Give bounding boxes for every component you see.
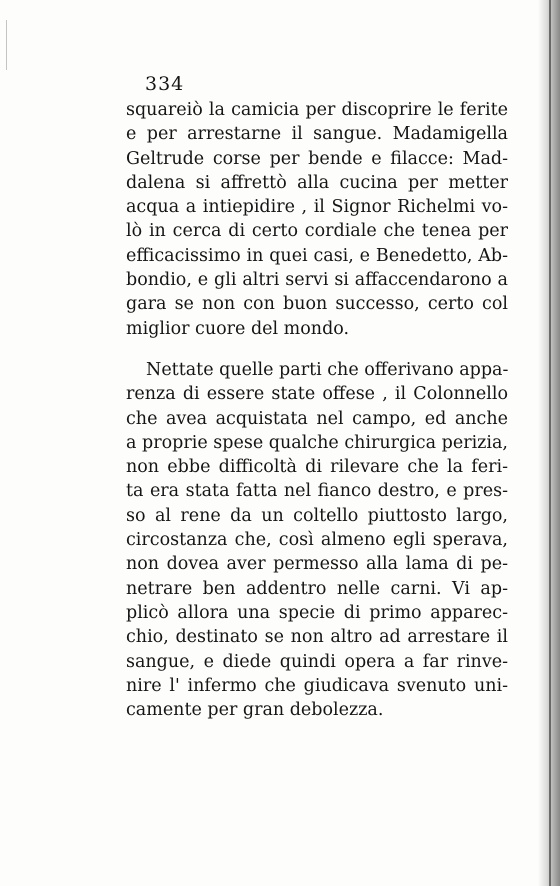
text-line: renza di essere state offese , il Colonnello (126, 384, 508, 405)
text-line: Geltrude corse per bende e filacce: Mad- (126, 148, 508, 169)
page-number: 334 (145, 73, 185, 95)
text-line: lò in cerca di certo cordiale che tenea per (126, 221, 508, 242)
paragraph-spacer (126, 341, 508, 358)
text-line: non ebbe difficoltà di rilevare che la feri- (126, 457, 508, 478)
text-line: miglior cuore del mondo. (126, 318, 350, 339)
text-line: bondio, e gli altri servi si affaccendarono a (126, 270, 508, 291)
text-line: efficacissimo in quei casi, e Benedetto, Ab- (126, 245, 508, 266)
scan-margin-mark (6, 20, 7, 70)
text-line: netrare ben addentro nelle carni. Vi ap- (126, 578, 508, 599)
text-line: acqua a intiepidire , il Signor Richelmi vo- (126, 197, 508, 218)
text-line: plicò allora una specie di primo apparec- (126, 602, 508, 623)
text-line: ta era stata fatta nel fianco destro, e pres- (126, 481, 508, 502)
paragraph-2 (126, 358, 508, 722)
text-line: chio, destinato se non altro ad arrestare il (126, 627, 508, 648)
text-line: gara se non con buon successo, certo col (126, 294, 508, 315)
text-line: sangue, e diede quindi opera a far rinve- (126, 651, 508, 672)
text-line: squareiò la camicia per discoprire le ferite (126, 100, 508, 120)
text-line: non dovea aver permesso alla lama di pe- (126, 554, 508, 575)
text-line: nire l' infermo che giudicava svenuto uni- (126, 675, 508, 696)
scan-binding-line (549, 0, 551, 886)
text-line: so al rene da un coltello piuttosto largo, (126, 505, 508, 526)
text-line: camente per gran debolezza. (126, 700, 384, 721)
text-line: e per arrestarne il sangue. Madamigella (126, 124, 508, 145)
text-body (126, 98, 508, 722)
text-line: Nettate quelle parti che offerivano appa- (146, 359, 509, 380)
text-line: a proprie spese qualche chirurgica perizia, (126, 432, 508, 453)
text-line: dalena si affrettò alla cucina per metter (126, 172, 508, 193)
paragraph-1 (126, 98, 508, 341)
text-line: circostanza che, così almeno egli sperava, (126, 530, 508, 551)
text-line: che avea acquistata nel campo, ed anche (126, 408, 508, 429)
